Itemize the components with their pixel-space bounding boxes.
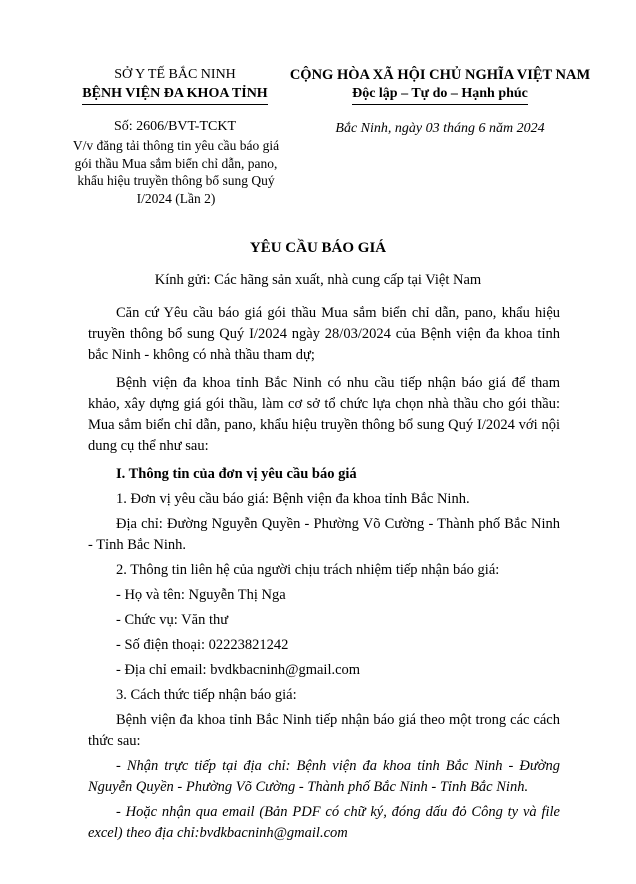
requester-unit: 1. Đơn vị yêu cầu báo giá: Bệnh viện đa khoa tỉnh Bắc Ninh. <box>116 491 470 507</box>
receive-email: - Hoặc nhận qua email (Bản PDF có chữ ký, đóng dấu đỏ Công ty và file excel) theo địa chỉ:bvdkbacninh@gmail.com <box>88 804 560 841</box>
place-and-date: Bắc Ninh, ngày 03 tháng 6 năm 2024 <box>335 121 545 136</box>
hospital-name: BỆNH VIỆN ĐA KHOA TỈNH <box>82 85 267 105</box>
contact-name: - Họ và tên: Nguyễn Thị Nga <box>116 587 286 603</box>
document-number: Số: 2606/BVT-TCKT <box>114 119 236 134</box>
nation-name: CỘNG HÒA XÃ HỘI CHỦ NGHĨA VIỆT NAM <box>289 67 591 83</box>
paragraph-request: Bệnh viện đa khoa tỉnh Bắc Ninh có nhu cầu tiếp nhận báo giá để tham khảo, xây dựng giá gói thầu, làm cơ sở tổ chức lựa chọn nhà thầu cho gói thầu: Mua sắm biển chỉ dẫn, pano, khẩu hiệu truyền thông bổ sung Quý I/2024 với nội dung cụ thể như sau: <box>88 375 560 454</box>
receive-method-heading: 3. Cách thức tiếp nhận báo giá: <box>116 687 297 703</box>
contact-heading: 2. Thông tin liên hệ của người chịu trách nhiệm tiếp nhận báo giá: <box>116 562 500 578</box>
national-heading <box>270 66 610 105</box>
document-body <box>88 303 560 844</box>
contact-email: - Địa chỉ email: bvdkbacninh@gmail.com <box>116 662 361 678</box>
document-title: YÊU CẦU BÁO GIÁ <box>249 240 387 256</box>
greeting-line: Kính gửi: Các hãng sản xuất, nhà cung cấp tại Việt Nam <box>154 272 482 288</box>
document-subject: V/v đăng tải thông tin yêu cầu báo giá gói thầu Mua sắm biển chỉ dẫn, pano, khẩu hiệu truyền thông bổ sung Quý I/2024 (Lần 2) <box>72 138 280 206</box>
receive-direct: - Nhận trực tiếp tại địa chỉ: Bệnh viện đa khoa tỉnh Bắc Ninh - Đường Nguyễn Quyền - Phường Võ Cường - Thành phố Bắc Ninh - Tỉnh Bắc Ninh. <box>88 758 560 795</box>
requester-address: Địa chỉ: Đường Nguyễn Quyền - Phường Võ Cường - Thành phố Bắc Ninh - Tỉnh Bắc Ninh. <box>88 516 560 553</box>
paragraph-basis: Căn cứ Yêu cầu báo giá gói thầu Mua sắm biển chỉ dẫn, pano, khẩu hiệu truyền thông bổ sung Quý I/2024 ngày 28/03/2024 của Bệnh viện đa khoa tỉnh bắc Ninh - không có nhà thầu tham dự; <box>88 305 560 363</box>
agency-name: SỞ Y TẾ BẮC NINH <box>114 67 236 82</box>
national-motto: Độc lập – Tự do – Hạnh phúc <box>352 85 528 105</box>
contact-position: - Chức vụ: Văn thư <box>116 612 229 628</box>
section-heading: I. Thông tin của đơn vị yêu cầu báo giá <box>116 466 357 482</box>
receive-method-intro: Bệnh viện đa khoa tỉnh Bắc Ninh tiếp nhận báo giá theo một trong các cách thức sau: <box>88 712 560 749</box>
issuer-block <box>60 66 290 105</box>
contact-phone: - Số điện thoại: 02223821242 <box>116 637 289 653</box>
